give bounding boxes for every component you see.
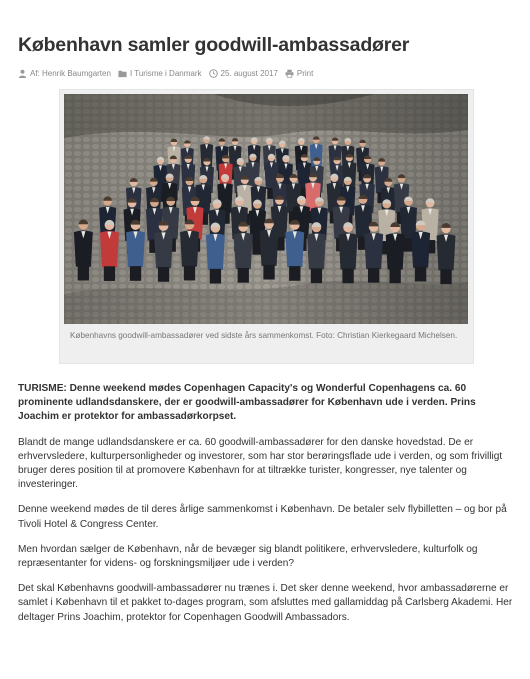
meta-author xyxy=(18,69,111,78)
paragraph-4: Det skal Københavns goodwill-ambassadører nu trænes i. Det sker denne weekend, hvor ambassadørerne er samlet i København til et pakket to-dages program, som afsluttes med gallamiddag på Carlsberg Akademi. Her deltager Prins Joachim, protektor for Copenhagen Goodwill Ambassadors. xyxy=(18,583,513,623)
paragraph-2: Denne weekend mødes de til deres årlige sammenkomst i København. De betaler selv flybilletten – og bor på Tivoli Hotel & Congress Center. xyxy=(18,504,507,530)
article-figure xyxy=(59,89,474,364)
article-meta xyxy=(18,67,320,79)
meta-print[interactable] xyxy=(285,69,313,78)
print-icon xyxy=(285,69,294,78)
paragraph-3: Men hvordan sælger de København, når de bevæger sig blandt politikere, erhvervsledere, kulturfolk og repræsentanter for videns- og forskningsmiljøer ude i verden? xyxy=(18,543,478,570)
paragraph-1: Blandt de mange udlandsdanskere er ca. 60 goodwill-ambassadører for den danske hovedstad. De er erhvervsledere, kulturpersonligheder og investorer, som har stor berøringsflade ude i verden, og som frivilligt bruger deres position til at promovere København for at tiltrække turister, kongresser, nye talenter og investeringer. xyxy=(18,436,503,491)
photo-caption: Københavns goodwill-ambassadører ved sidste års sammenkomst. Foto: Christian Kierkegaard Michelsen. xyxy=(70,331,458,340)
group-photo xyxy=(64,94,468,324)
date-text: 25. august 2017 xyxy=(220,68,278,78)
meta-date xyxy=(209,69,278,78)
meta-category xyxy=(118,69,202,78)
clock-icon xyxy=(209,69,218,78)
article-lead: TURISME: Denne weekend mødes Copenhagen Capacity's og Wonderful Copenhagens ca. 60 prominente udlandsdanskere, der er goodwill-ambassadører for København ude i verden. Prins Joachim er protektor for ambassadørkorpset. xyxy=(18,383,476,423)
category-link[interactable]: I Turisme i Danmark xyxy=(129,68,202,78)
folder-icon xyxy=(118,69,127,78)
user-icon xyxy=(18,69,27,78)
group-photo-image xyxy=(64,94,468,324)
article-title: København samler goodwill-ambassadører xyxy=(18,34,410,56)
author-link[interactable]: Af: Henrik Baumgarten xyxy=(30,68,111,78)
print-link[interactable]: Print xyxy=(296,68,314,78)
article-body xyxy=(18,382,516,636)
